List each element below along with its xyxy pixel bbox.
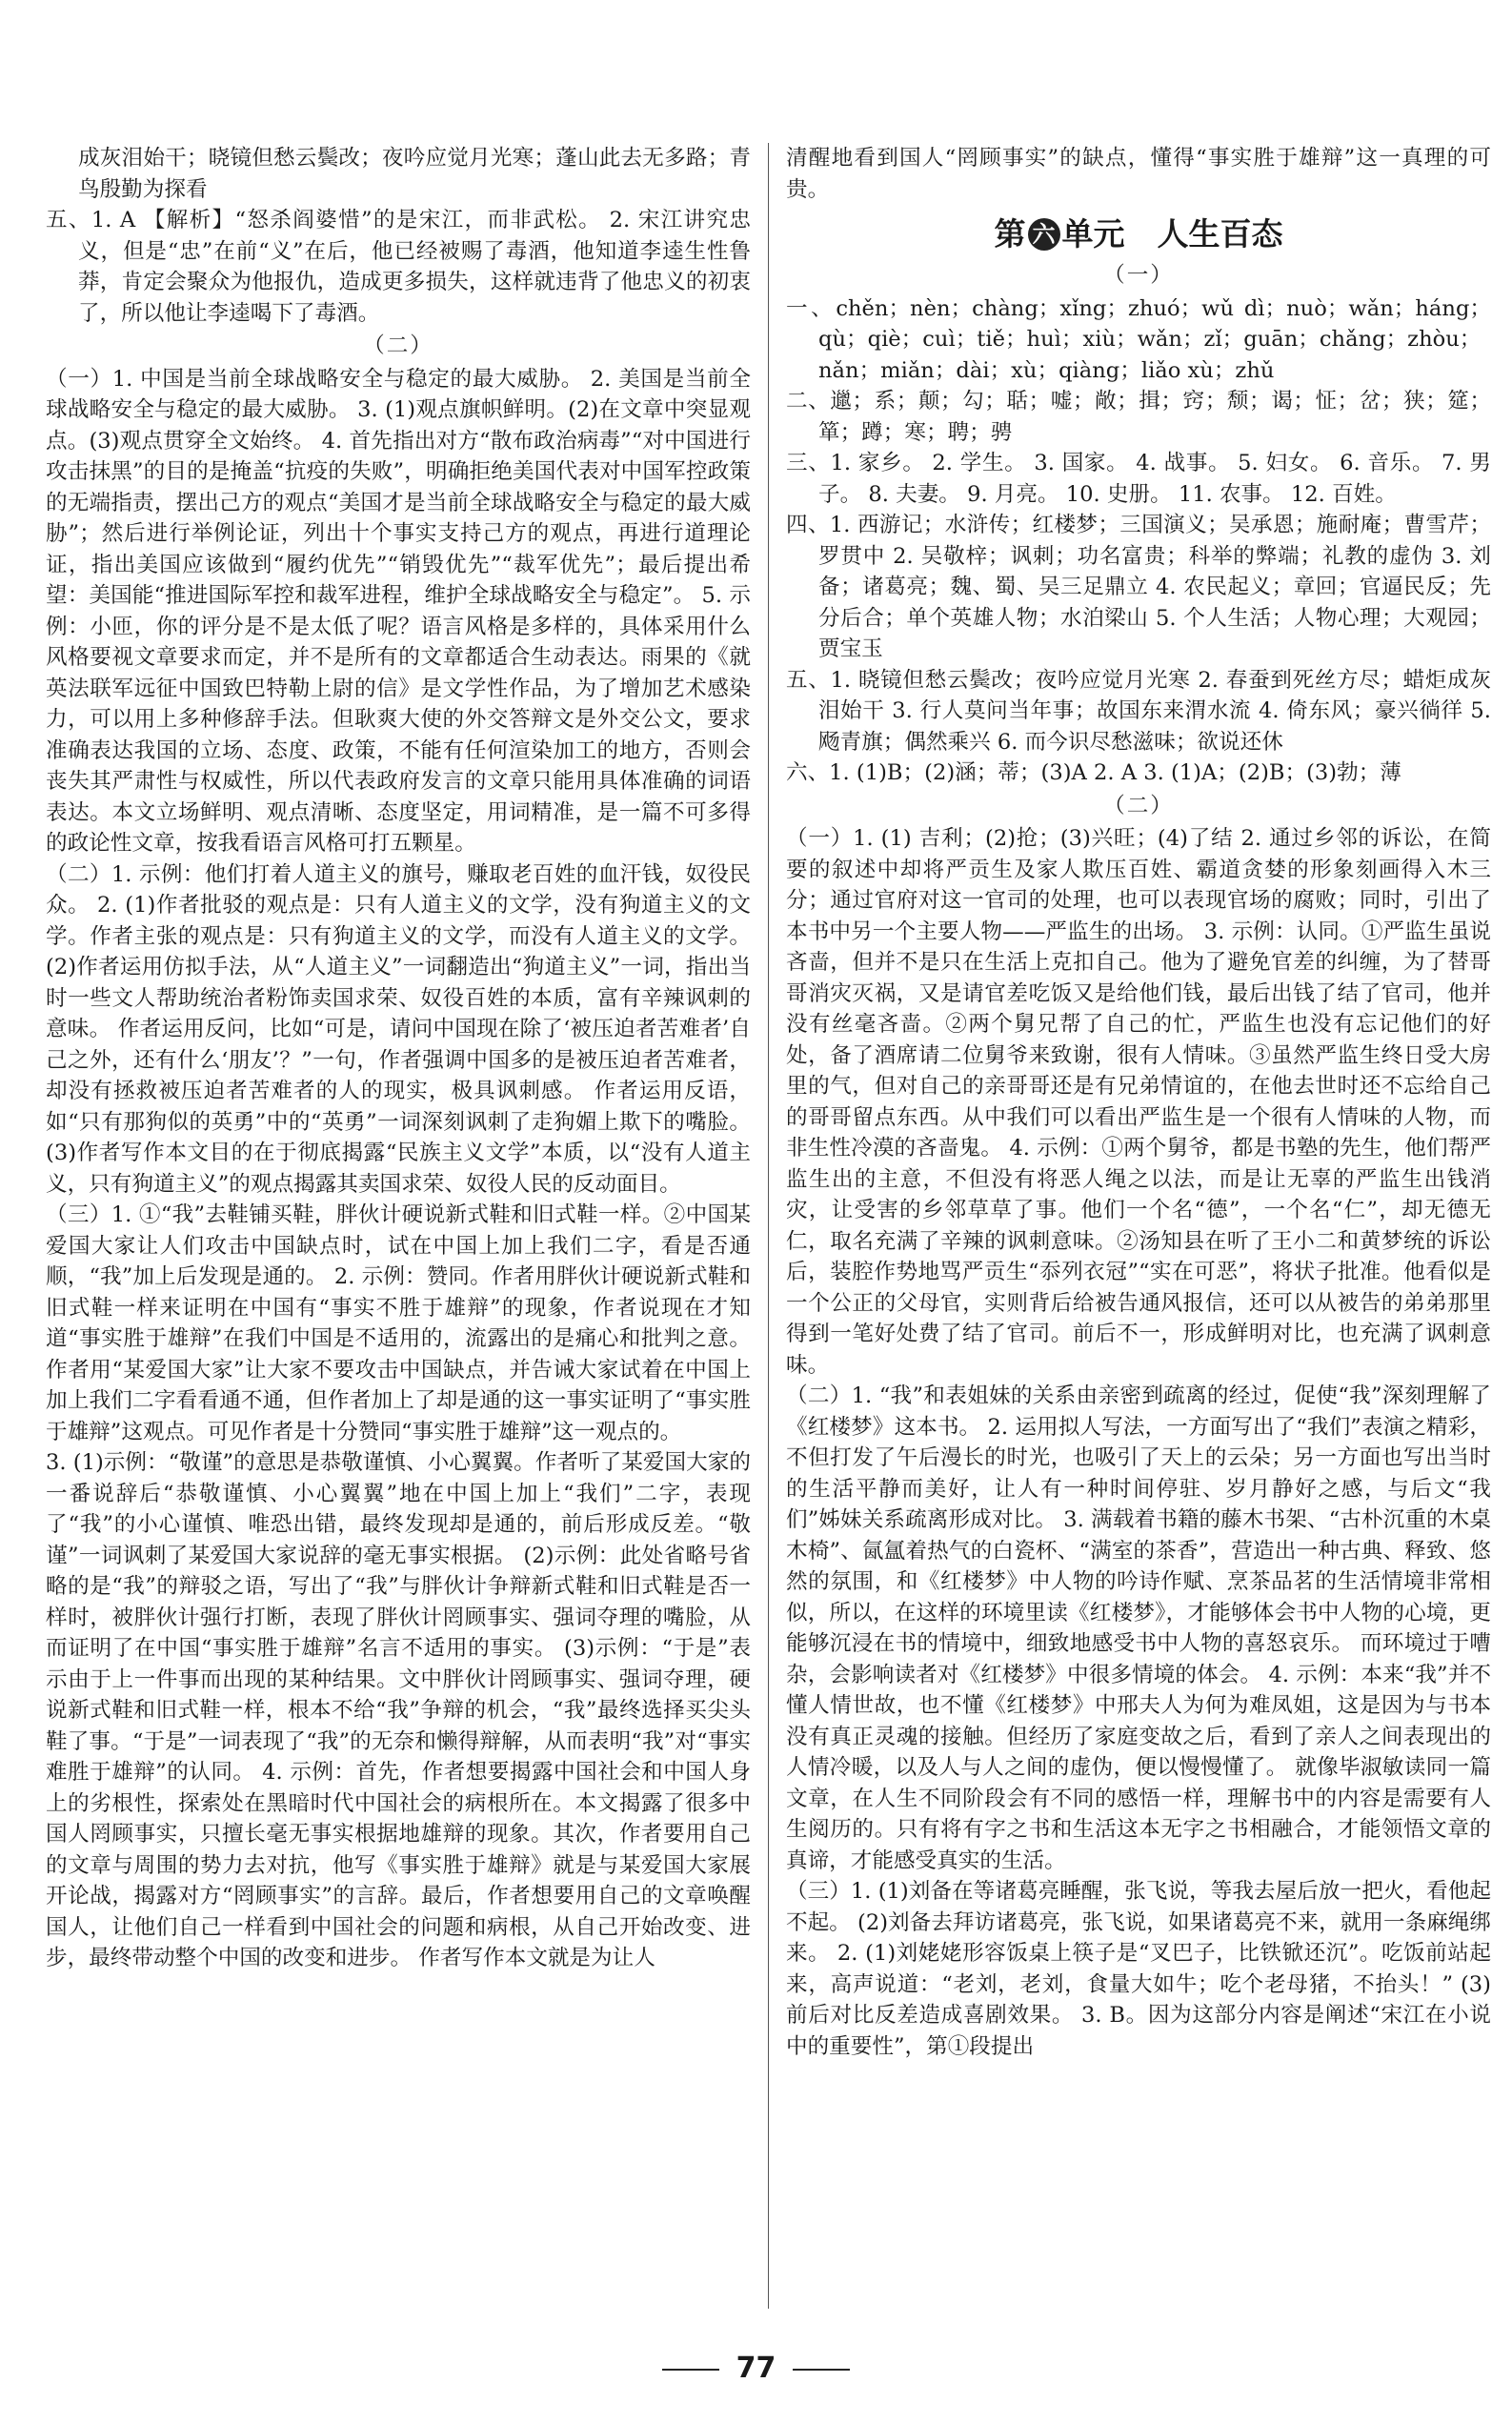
answer-paragraph: 五、1. 晓镜但愁云鬓改；夜吟应觉月光寒 2. 春蚕到死丝方尽；蜡炬成灰泪始干 3. 行人莫问当年事；故国东来渭水流 4. 倚东风；豪兴徜徉 5. 飏青旗；偶然乘兴 6. 而今识尽愁滋味；欲说还休 <box>786 667 1491 755</box>
section-subheading: （一） <box>1103 263 1174 288</box>
answer-paragraph: （二）1. 示例：他们打着人道主义的旗号，赚取老百姓的血汗钱，奴役民众。 2. (1)作者批驳的观点是：只有人道主义的文学，没有狗道主义的文学。作者主张的观点是：只有狗道主义的文学，而没有人道主义的文学。 (2)作者运用仿拟手法，从“人道主义”一词翻造出“狗道主义”一词，指出当时一些文人帮助统治者粉饰卖国求荣、奴役百姓的本质，富有辛辣讽刺的意味。 作者运用反问，比如“可是，请问中国现在除了‘被压迫者苦难者’自己之外，还有什么‘朋友’？”一句，作者强调中国多的是被压迫者苦难者，却没有拯救被压迫者苦难者的人的现实，极具讽刺感。 作者运用反语，如“只有那狗似的英勇”中的“英勇”一词深刻讽刺了走狗媚上欺下的嘴脸。 (3)作者写作本文目的在于彻底揭露“民族主义文学”本质，以“没有人道主义，只有狗道主义”的观点揭露其卖国求荣、奴役人民的反动面目。 <box>46 861 751 1197</box>
answer-paragraph: （二）1. “我”和表姐妹的关系由亲密到疏离的经过，促使“我”深刻理解了《红楼梦》这本书。 2. 运用拟人写法，一方面写出了“我们”表演之精彩，不但打发了午后漫长的时光，也吸引了天上的云朵；另一方面也写出当时的生活平静而美好，让人有一种时间停驻、岁月静好之感，与后文“我们”姊妹关系疏离形成对比。 3. 满载着书籍的藤木书架、“古朴沉重的木桌木椅”、氤氲着热气的白瓷杯、“满室的茶香”，营造出一种古典、释致、悠然的氛围，和《红楼梦》中人物的吟诗作赋、烹茶品茗的生活情境非常相似，所以，在这样的环境里读《红楼梦》，才能够体会书中人物的心境，更能够沉浸在书的情境中，细致地感受书中人物的喜怒哀乐。 而环境过于嘈杂，会影响读者对《红楼梦》中很多情境的体会。 4. 示例：本来“我”并不懂人情世故，也不懂《红楼梦》中邢夫人为何为难凤姐，这是因为与书本没有真正灵魂的接触。但经历了家庭变故之后，看到了亲人之间表现出的人情冷暖，以及人与人之间的虚伪，便以慢慢懂了。 就像毕淑敏读同一篇文章，在人生不同阶段会有不同的感悟一样，理解书中的内容是需要有人生阅历的。只有将有字之书和生活这本无字之书相融合，才能领悟文章的真谛，才能感受真实的生活。 <box>786 1383 1491 1873</box>
unit-title-prefix: 第 <box>994 215 1026 252</box>
answer-paragraph: 清醒地看到国人“罔顾事实”的缺点，懂得“事实胜于雄辩”这一真理的可贵。 <box>786 146 1491 202</box>
page-number <box>0 2352 1512 2385</box>
answer-paragraph: 3. (1)示例：“敬谨”的意思是恭敬谨慎、小心翼翼。作者听了某爱国大家的一番说辞后“恭敬谨慎、小心翼翼”地在中国上加上“我们”二字，表现了“我”的小心谨慎、唯恐出错，最终发现却是通的，前后形成反差。“敬谨”一词讽刺了某爱国大家说辞的毫无事实根据。 (2)示例：此处省略号省略的是“我”的辩驳之语，写出了“我”与胖伙计争辩新式鞋和旧式鞋是否一样时，被胖伙计强行打断，表现了胖伙计罔顾事实、强词夺理的嘴脸，从而证明了在中国“事实胜于雄辩”名言不适用的事实。 (3)示例：“于是”表示由于上一件事而出现的某种结果。文中胖伙计罔顾事实、强词夺理，硬说新式鞋和旧式鞋一样，根本不给“我”争辩的机会，“我”最终选择买尖头鞋了事。“于是”一词表现了“我”的无奈和懒得辩解，从而表明“我”对“事实难胜于雄辩”的认同。 4. 示例：首先，作者想要揭露中国社会和中国人身上的劣根性，探索处在黑暗时代中国社会的病根所在。本文揭露了很多中国人罔顾事实，只擅长毫无事实根据地雄辩的现象。其次，作者要用自己的文章与周围的势力去对抗，他写《事实胜于雄辩》就是与某爱国大家展开论战，揭露对方“罔顾事实”的言辞。最后，作者想要用自己的文章唤醒国人，让他们自己一样看到中国社会的问题和病根，从自己开始改变、进步，最终带动整个中国的改变和进步。 作者写作本文就是为让人 <box>46 1450 751 1970</box>
answer-paragraph: （三）1. ①“我”去鞋铺买鞋，胖伙计硬说新式鞋和旧式鞋一样。②中国某爱国大家让人们攻击中国缺点时，试在中国上加上我们二字，看是否通顺，“我”加上后发现是通的。 2. 示例：赞同。作者用胖伙计硬说新式鞋和旧式鞋一样来证明在中国有“事实不胜于雄辩”的现象，作者说现在才知道“事实胜于雄辩”在我们中国是不适用的，流露出的是痛心和批判之意。 作者用“某爱国大家”让大家不要攻击中国缺点，并告诫大家试着在中国上加上我们二字看看通不通，但作者加上了却是通的这一事实证明了“事实胜于雄辩”这观点。可见作者是十分赞同“事实胜于雄辩”这一观点的。 <box>46 1202 751 1444</box>
answer-paragraph: （一）1. 中国是当前全球战略安全与稳定的最大威胁。 2. 美国是当前全球战略安全与稳定的最大威胁。 3. (1)观点旗帜鲜明。(2)在文章中突显观点。(3)观点贯穿全文始终。 4. 首先指出对方“散布政治病毒”“对中国进行攻击抹黑”的目的是掩盖“抗疫的失败”，明确拒绝美国代表对中国军控政策的无端指责，摆出己方的观点“美国才是当前全球战略安全与稳定的最大威胁”；然后进行举例论证，列出十个事实支持己方的观点，再进行道理论证，指出美国应该做到“履约优先”“销毁优先”“裁军优先”；最后提出希望：美国能“推进国际军控和裁军进程，维护全球战略安全与稳定”。 5. 示例：小匝，你的评分是不是太低了呢？语言风格是多样的，具体采用什么风格要视文章要求而定，并不是所有的文章都适合生动表达。雨果的《就英法联军远征中国致巴特勒上尉的信》是文学性作品，为了增加艺术感染力，可以用上多种修辞手法。但耿爽大使的外交答辩文是外交公文，要求准确表达我国的立场、态度、政策，不能有任何渲染加工的地方，否则会丧失其严肃性与权威性，所以代表政府发言的文章只能用具体准确的词语表达。本文立场鲜明、观点清晰、态度坚定，用词精准，是一篇不可多得的政论性文章，按我看语言风格可打五颗星。 <box>46 366 751 856</box>
left-column <box>46 143 751 2318</box>
right-column-body <box>786 260 1491 2062</box>
answer-paragraph: 一、chěn；nèn；chàng；xǐng；zhuó；wǔ dì；nuò；wǎn；háng；qù；qiè；cuì；tiě；huì；xiù；wǎn；zǐ；guān；chǎng；zhòu；nǎn；miǎn；dài；xù；qiàng；liǎo xù；zhǔ <box>786 295 1491 383</box>
right-column-intro <box>786 143 1491 205</box>
column-divider <box>768 143 769 2309</box>
answer-paragraph: 三、1. 家乡。 2. 学生。 3. 国家。 4. 战事。 5. 妇女。 6. 音乐。 7. 男子。 8. 夫妻。 9. 月亮。 10. 史册。 11. 农事。 12. 百姓。 <box>786 451 1491 507</box>
section-subheading: （二） <box>1103 793 1174 818</box>
section-subheading: （二） <box>363 333 433 358</box>
right-column <box>786 143 1491 2318</box>
answer-paragraph: （一）1. (1) 吉利；(2)抢；(3)兴旺；(4)了结 2. 通过乡邻的诉讼，在简要的叙述中却将严贡生及家人欺压百姓、霸道贪婪的形象刻画得入木三分；通过官府对这一官司的处理，也可以表现官场的腐败；同时，引出了本书中另一个主要人物——严监生的出场。 3. 示例：认同。①严监生虽说吝啬，但并不是只在生活上克扣自己。他为了避免官差的纠缠，为了替哥哥消灾灭祸，又是请官差吃饭又是给他们钱，最后出钱了结了官司，他并没有丝毫吝啬。②两个舅兄帮了自己的忙，严监生也没有忘记他们的好处，备了酒席请二位舅爷来致谢，很有人情味。③虽然严监生终日受大房里的气，但对自己的亲哥哥还是有兄弟情谊的，在他去世时还不忘给自己的哥哥留点东西。从中我们可以看出严监生是一个很有人情味的人物，而非生性冷漠的吝啬鬼。 4. 示例：①两个舅爷，都是书塾的先生，他们帮严监生出的主意，不但没有将恶人绳之以法，而是让无辜的严监生出钱消灾，让受害的乡邻草草了事。他们一个名“德”，一个名“仁”，却无德无仁，取名充满了辛辣的讽刺意味。②汤知县在听了王小二和黄梦统的诉讼后，装腔作势地骂严贡生“忝列衣冠”“实在可恶”，将状子批准。他看似是一个公正的父母官，实则背后给被告通风报信，还可以从被告的弟弟那里得到一笔好处费了结了官司。前后不一，形成鲜明对比，也充满了讽刺意味。 <box>786 826 1491 1378</box>
answer-paragraph: 二、邋；系；颠；勾；聒；嘘；敞；揖；窍；颓；谒；怔；岔；狭；筵；箪；蹲；寒；聘；骋 <box>786 389 1491 445</box>
unit-title <box>786 215 1491 252</box>
unit-title-suffix: 单元 <box>1061 215 1125 252</box>
answer-paragraph: 四、1. 西游记；水浒传；红楼梦；三国演义；吴承恩；施耐庵；曹雪芹；罗贯中 2. 吴敬梓；讽刺；功名富贵；科举的弊端；礼教的虚伪 3. 刘备；诸葛亮；魏、蜀、吴三足鼎立 4. 农民起义；章回；官逼民反；先分后合；单个英雄人物；水泊梁山 5. 个人生活；人物心理；大观园；贾宝玉 <box>786 513 1491 661</box>
page-number-text: 77 <box>736 2352 776 2385</box>
page-number-dash-right <box>793 2369 850 2371</box>
answer-paragraph: 成灰泪始干；晓镜但愁云鬓改；夜吟应觉月光寒；蓬山此去无多路；青鸟殷勤为探看 <box>78 146 751 202</box>
answer-paragraph: 五、1. A 【解析】“怒杀阎婆惜”的是宋江，而非武松。 2. 宋江讲究忠义，但是“忠”在前“义”在后，他已经被赐了毒酒，他知道李逵生性鲁莽，肯定会聚众为他报仇，造成更多损失，这样就违背了他忠义的初衷了，所以他让李逵喝下了毒酒。 <box>46 208 751 326</box>
answer-paragraph: （三）1. (1)刘备在等诸葛亮睡醒，张飞说，等我去屋后放一把火，看他起不起。 (2)刘备去拜访诸葛亮，张飞说，如果诸葛亮不来，就用一条麻绳绑来。 2. (1)刘姥姥形容饭桌上筷子是“叉巴子，比铁锨还沉”。吃饭前站起来，高声说道：“老刘，老刘，食量大如牛；吃个老母猪，不抬头！” (3)前后对比反差造成喜剧效果。 3. B。因为这部分内容是阐述“宋江在小说中的重要性”，第①段提出 <box>786 1879 1491 2059</box>
unit-title-name: 人生百态 <box>1157 215 1283 252</box>
unit-number-circle: 六 <box>1028 218 1060 251</box>
answer-paragraph: 六、1. (1)B；(2)涵；蒂；(3)A 2. A 3. (1)A；(2)B；(3)勃；薄 <box>786 760 1401 785</box>
page-number-dash-left <box>662 2369 719 2371</box>
